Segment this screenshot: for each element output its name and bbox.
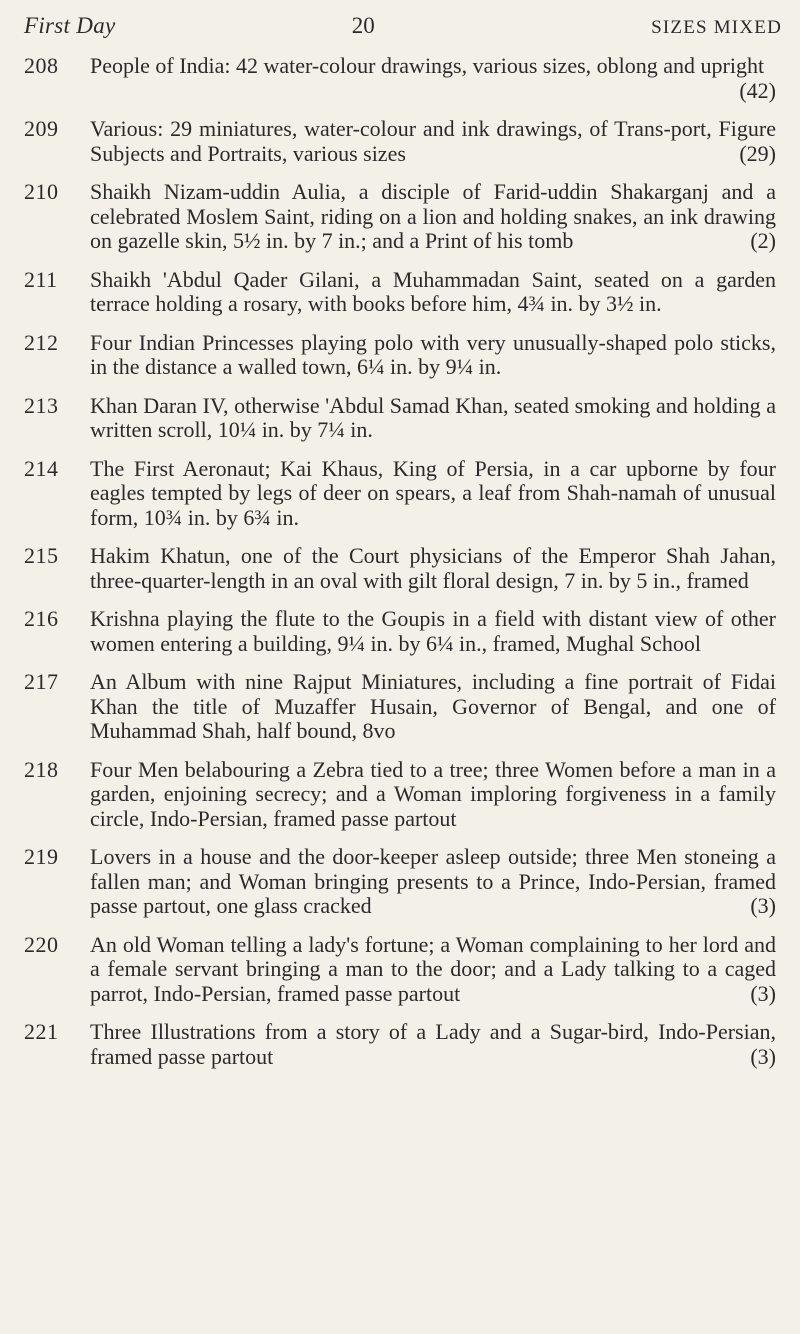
lot-description-text: Shaikh 'Abdul Qader Gilani, a Muhammadan Saint, seated on a garden terrace holding a rosary, with books before him, 4¾ in. by 3½ in. <box>90 266 776 316</box>
lot-number: 210 <box>24 179 59 204</box>
lot-entry-209 <box>24 117 782 166</box>
lot-list <box>24 54 782 1069</box>
lot-description <box>90 394 782 443</box>
lot-entry-210 <box>24 180 782 254</box>
lot-description <box>90 268 782 317</box>
lot-description <box>90 544 782 593</box>
lot-description-text: Shaikh Nizam-uddin Aulia, a disciple of Farid-uddin Shakarganj and a celebrated Moslem Saint, riding on a lion and holding snakes, an ink drawing on gazelle skin, 5½ in. by 7 in.; and a Print of his tomb <box>90 179 776 253</box>
lot-description-text: Lovers in a house and the door-keeper asleep outside; three Men stoneing a fallen man; and Woman bringing presents to a Prince, Indo-Persian, framed passe partout, one glass cracked <box>90 844 776 918</box>
lot-number: 216 <box>24 606 59 631</box>
lot-description <box>90 117 782 166</box>
lot-entry-218 <box>24 758 782 832</box>
lot-description-text: Hakim Khatun, one of the Court physicians of the Emperor Shah Jahan, three-quarter-length in an oval with gilt floral design, 7 in. by 5 in., framed <box>90 543 776 593</box>
page-header <box>24 14 782 50</box>
lot-entry-220 <box>24 933 782 1007</box>
lot-number: 219 <box>24 844 59 869</box>
lot-description <box>90 607 782 656</box>
lot-entry-219 <box>24 845 782 919</box>
lot-number: 211 <box>24 266 58 292</box>
lot-description <box>90 180 782 254</box>
lot-description-text: Three Illustrations from a story of a Lady and a Sugar-bird, Indo-Persian, framed passe partout <box>90 1019 776 1069</box>
lot-quantity: (29) <box>739 140 776 166</box>
lot-quantity: (3) <box>750 893 776 918</box>
lot-number: 221 <box>24 1019 59 1044</box>
lot-description-text: An old Woman telling a lady's fortune; a Woman complaining to her lord and a female servant bringing a man to the door; and a Lady talking to a caged parrot, Indo-Persian, framed passe partout <box>90 931 776 1006</box>
lot-number: 214 <box>24 455 59 481</box>
lot-number: 209 <box>24 116 59 141</box>
lot-description-text: Four Men belabouring a Zebra tied to a tree; three Women before a man in a garden, enjoining secrecy; and a Woman imploring forgiveness in a family circle, Indo-Persian, framed passe partout <box>90 756 776 831</box>
section-heading: SIZES MIXED <box>651 17 782 38</box>
lot-number: 208 <box>24 53 59 78</box>
lot-number: 220 <box>24 931 59 957</box>
lot-description <box>90 457 782 531</box>
lot-number: 217 <box>24 669 59 694</box>
lot-description-text: Khan Daran IV, otherwise 'Abdul Samad Khan, seated smoking and holding a written scroll, 10¼ in. by 7¼ in. <box>90 392 776 442</box>
lot-entry-212 <box>24 331 782 380</box>
lot-entry-215 <box>24 544 782 593</box>
lot-number: 212 <box>24 329 59 355</box>
page-number: 20 <box>351 13 375 38</box>
lot-description <box>90 54 782 103</box>
lot-entry-211 <box>24 268 782 317</box>
lot-number: 213 <box>24 392 59 418</box>
lot-description-text: Various: 29 miniatures, water-colour and ink drawings, of Trans-port, Figure Subjects and Portraits, various sizes <box>90 116 776 166</box>
lot-description-text: People of India: 42 water-colour drawings, various sizes, oblong and upright <box>90 53 765 78</box>
lot-description <box>90 331 782 380</box>
lot-description <box>90 670 782 744</box>
lot-entry-216 <box>24 607 782 656</box>
lot-entry-221 <box>24 1020 782 1069</box>
lot-description <box>90 1020 782 1069</box>
lot-quantity: (3) <box>750 1043 776 1069</box>
lot-number: 218 <box>24 756 59 782</box>
lot-description-text: Krishna playing the flute to the Goupis in a field with distant view of other women entering a building, 9¼ in. by 6¼ in., framed, Mughal School <box>90 606 776 656</box>
lot-quantity: (2) <box>750 228 776 253</box>
lot-entry-217 <box>24 670 782 744</box>
lot-quantity: (42) <box>739 77 776 103</box>
lot-number: 215 <box>24 543 59 568</box>
lot-description-text: Four Indian Princesses playing polo with very unusually-shaped polo sticks, in the distance a walled town, 6¼ in. by 9¼ in. <box>90 329 776 379</box>
lot-entry-213 <box>24 394 782 443</box>
lot-description <box>90 758 782 832</box>
lot-entry-208 <box>24 54 782 103</box>
lot-entry-214 <box>24 457 782 531</box>
day-heading: First Day <box>24 13 116 38</box>
lot-description <box>90 845 782 919</box>
lot-description-text: The First Aeronaut; Kai Khaus, King of Persia, in a car upborne by four eagles tempted by legs of deer on spears, a leaf from Shah-namah of unusual form, 10¾ in. by 6¾ in. <box>90 455 776 530</box>
lot-quantity: (3) <box>750 980 776 1006</box>
lot-description <box>90 933 782 1007</box>
lot-description-text: An Album with nine Rajput Miniatures, including a fine portrait of Fidai Khan the title of Muzaffer Husain, Governor of Bengal, and one of Muhammad Shah, half bound, 8vo <box>90 669 776 743</box>
